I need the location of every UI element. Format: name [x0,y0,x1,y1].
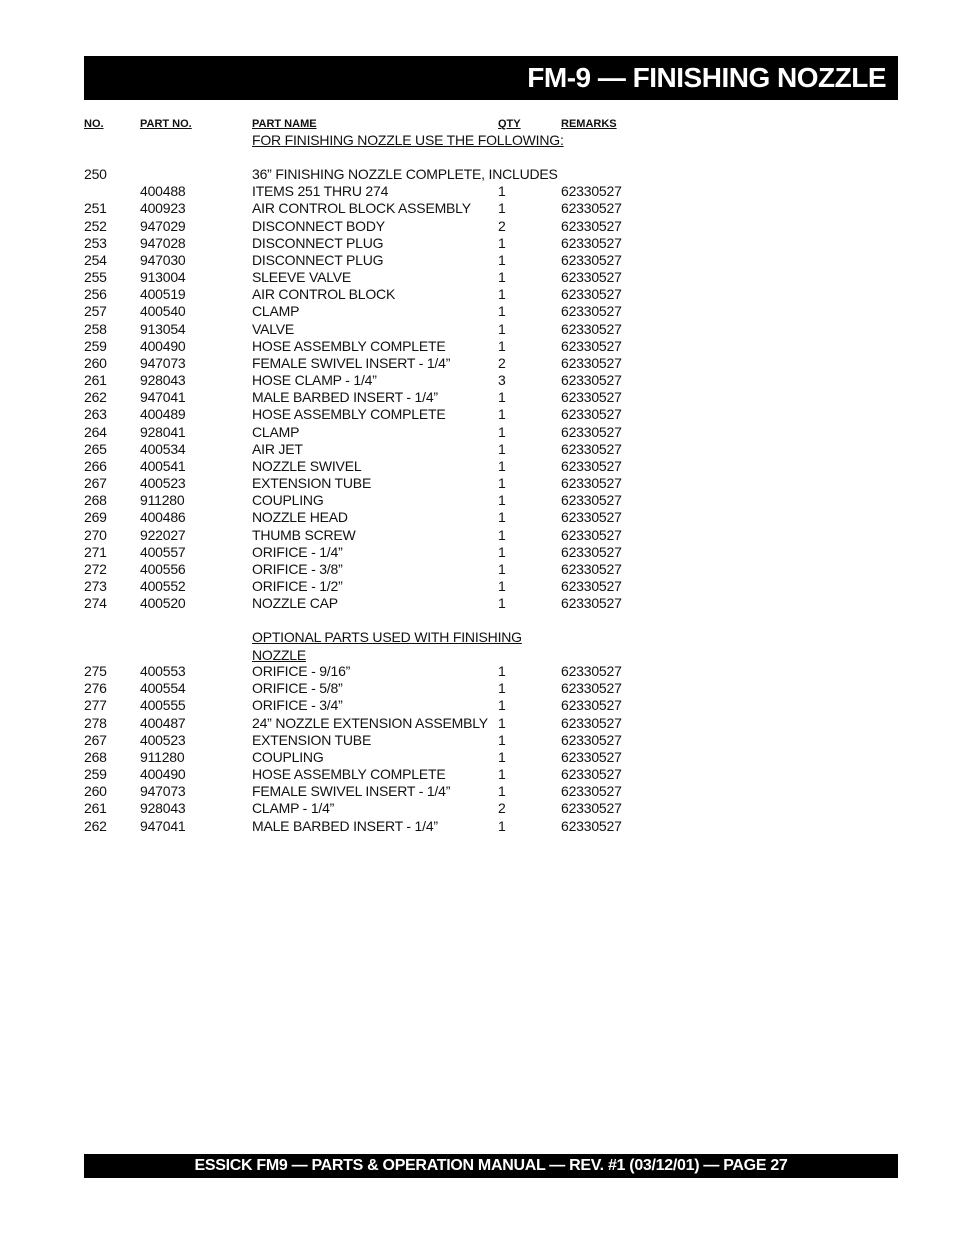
part-number: 947041 [140,817,186,834]
table-row [0,183,954,200]
part-number: 400490 [140,337,186,354]
part-name: ORIFICE - 5/8” [252,680,343,697]
remarks: 62330527 [561,766,622,783]
part-number: 947073 [140,354,186,371]
remarks: 62330527 [561,303,622,320]
part-number: 400519 [140,286,186,303]
table-row [0,218,954,235]
remarks: 62330527 [561,406,622,423]
item-number: 266 [84,457,107,474]
quantity: 1 [498,406,506,423]
table-row [0,715,954,732]
part-number: 400523 [140,475,186,492]
quantity: 1 [498,663,506,679]
column-header-remarks: REMARKS [561,118,617,130]
remarks: 62330527 [561,492,622,509]
item-number: 251 [84,200,107,217]
quantity: 1 [498,714,506,731]
item-number: 267 [84,731,107,748]
item-number: 277 [84,697,107,714]
quantity: 1 [498,817,506,834]
remarks: 62330527 [561,748,622,765]
item-number: 273 [84,578,107,595]
remarks: 62330527 [561,251,622,268]
part-name: CLAMP - 1/4” [252,800,335,817]
table-row [0,561,954,578]
table-row [0,372,954,389]
quantity: 1 [498,234,506,251]
table-row [0,389,954,406]
part-number: 400486 [140,509,186,526]
quantity: 1 [498,697,506,714]
part-number: 400488 [140,183,186,200]
table-row [0,355,954,372]
part-name: 36” FINISHING NOZZLE COMPLETE, INCLUDES [252,166,558,182]
table-row [0,527,954,544]
table-row [0,680,954,697]
remarks: 62330527 [561,389,622,406]
item-number: 255 [84,269,107,286]
quantity: 2 [498,800,506,817]
part-name: HOSE ASSEMBLY COMPLETE [252,406,446,423]
remarks: 62330527 [561,526,622,543]
part-name: EXTENSION TUBE [252,731,372,748]
remarks: 62330527 [561,217,622,234]
page-title: FM-9 — FINISHING NOZZLE [527,62,886,93]
part-name: HOSE CLAMP - 1/4” [252,372,377,389]
item-number: 262 [84,817,107,834]
part-name: COUPLING [252,748,324,765]
table-row [0,766,954,783]
table-row [0,732,954,749]
part-name: VALVE [252,320,295,337]
remarks: 62330527 [561,714,622,731]
part-number: 400557 [140,543,186,560]
remarks: 62330527 [561,423,622,440]
table-row [0,544,954,561]
part-name: FEMALE SWIVEL INSERT - 1/4” [252,783,451,800]
column-header-qty: QTY [498,118,521,130]
page-footer-bar [84,1154,898,1178]
quantity: 1 [498,526,506,543]
remarks: 62330527 [561,200,622,217]
quantity: 3 [498,372,506,389]
table-row [0,166,954,183]
quantity: 1 [498,423,506,440]
part-name: ORIFICE - 9/16” [252,663,351,679]
table-row [0,818,954,835]
remarks: 62330527 [561,337,622,354]
remarks: 62330527 [561,286,622,303]
remarks: 62330527 [561,680,622,697]
table-row [0,286,954,303]
part-number: 922027 [140,526,186,543]
footer-text: ESSICK FM9 — PARTS & OPERATION MANUAL — REV. #1 (03/12/01) — PAGE 27 [194,1157,788,1174]
part-number: 928043 [140,372,186,389]
part-name: NOZZLE HEAD [252,509,348,526]
column-header-part-no: PART NO. [140,118,192,130]
quantity: 1 [498,183,506,200]
quantity: 1 [498,543,506,560]
table-row [0,595,954,612]
part-number: 400534 [140,440,186,457]
part-name: DISCONNECT PLUG [252,251,384,268]
part-number: 947041 [140,389,186,406]
part-name: NOZZLE SWIVEL [252,457,362,474]
item-number: 259 [84,337,107,354]
part-number: 400523 [140,731,186,748]
quantity: 1 [498,578,506,595]
quantity: 2 [498,217,506,234]
item-number: 271 [84,543,107,560]
part-name: SLEEVE VALVE [252,269,352,286]
remarks: 62330527 [561,731,622,748]
part-name: MALE BARBED INSERT - 1/4” [252,817,438,834]
remarks: 62330527 [561,320,622,337]
part-name: CLAMP [252,303,300,320]
part-name: DISCONNECT PLUG [252,234,384,251]
part-number: 913054 [140,320,186,337]
part-number: 913004 [140,269,186,286]
table-row [0,235,954,252]
item-number: 260 [84,354,107,371]
quantity: 1 [498,492,506,509]
table-row [0,406,954,423]
item-number: 254 [84,251,107,268]
item-number: 270 [84,526,107,543]
table-row [0,509,954,526]
table-row [0,458,954,475]
quantity: 1 [498,286,506,303]
remarks: 62330527 [561,354,622,371]
part-name: MALE BARBED INSERT - 1/4” [252,389,438,406]
part-name: ORIFICE - 3/4” [252,697,343,714]
item-number: 269 [84,509,107,526]
quantity: 1 [498,560,506,577]
item-number: 264 [84,423,107,440]
item-number: 262 [84,389,107,406]
part-number: 400520 [140,595,186,612]
part-number: 928043 [140,800,186,817]
quantity: 2 [498,354,506,371]
part-name: 24” NOZZLE EXTENSION ASSEMBLY [252,714,488,731]
section-heading-finishing-nozzle: FOR FINISHING NOZZLE USE THE FOLLOWING: [252,132,564,148]
part-name: ORIFICE - 3/8” [252,560,343,577]
remarks: 62330527 [561,595,622,612]
item-number: 274 [84,595,107,612]
table-row [0,424,954,441]
remarks: 62330527 [561,697,622,714]
table-row [0,252,954,269]
remarks: 62330527 [561,457,622,474]
item-number: 259 [84,766,107,783]
part-name: AIR JET [252,440,303,457]
part-name: NOZZLE CAP [252,595,338,612]
part-number: 400555 [140,697,186,714]
item-number: 268 [84,492,107,509]
remarks: 62330527 [561,234,622,251]
quantity: 1 [498,337,506,354]
quantity: 1 [498,440,506,457]
item-number: 278 [84,714,107,731]
part-number: 400554 [140,680,186,697]
part-number: 947029 [140,217,186,234]
item-number: 261 [84,372,107,389]
item-number: 257 [84,303,107,320]
table-row [0,441,954,458]
remarks: 62330527 [561,440,622,457]
column-header-no: NO. [84,118,104,130]
remarks: 62330527 [561,372,622,389]
part-number: 400490 [140,766,186,783]
item-number: 256 [84,286,107,303]
part-number: 911280 [140,748,185,765]
part-number: 400489 [140,406,186,423]
table-row [0,321,954,338]
table-row [0,749,954,766]
item-number: 268 [84,748,107,765]
table-row [0,663,954,680]
quantity: 1 [498,251,506,268]
quantity: 1 [498,766,506,783]
part-name: THUMB SCREW [252,526,356,543]
quantity: 1 [498,595,506,612]
table-row [0,475,954,492]
part-name: EXTENSION TUBE [252,475,372,492]
page-header-bar [84,56,898,100]
quantity: 1 [498,680,506,697]
table-row [0,578,954,595]
quantity: 1 [498,303,506,320]
quantity: 1 [498,509,506,526]
part-name: FEMALE SWIVEL INSERT - 1/4” [252,354,451,371]
remarks: 62330527 [561,783,622,800]
part-name: ORIFICE - 1/2” [252,578,343,595]
item-number: 252 [84,217,107,234]
item-number: 261 [84,800,107,817]
quantity: 1 [498,200,506,217]
table-row [0,338,954,355]
part-number: 911280 [140,492,185,509]
table-row [0,800,954,817]
part-name: HOSE ASSEMBLY COMPLETE [252,766,446,783]
remarks: 62330527 [561,560,622,577]
part-name: ORIFICE - 1/4” [252,543,343,560]
remarks: 62330527 [561,578,622,595]
part-name: AIR CONTROL BLOCK ASSEMBLY [252,200,471,217]
item-number: 250 [84,166,107,182]
part-name: COUPLING [252,492,324,509]
remarks: 62330527 [561,663,622,679]
item-number: 263 [84,406,107,423]
part-name: ITEMS 251 THRU 274 [252,183,389,200]
remarks: 62330527 [561,817,622,834]
quantity: 1 [498,269,506,286]
quantity: 1 [498,731,506,748]
item-number: 260 [84,783,107,800]
item-number: 265 [84,440,107,457]
table-row [0,492,954,509]
part-number: 400923 [140,200,186,217]
part-number: 400487 [140,714,186,731]
quantity: 1 [498,783,506,800]
quantity: 1 [498,748,506,765]
remarks: 62330527 [561,509,622,526]
table-row [0,783,954,800]
part-number: 947030 [140,251,186,268]
remarks: 62330527 [561,800,622,817]
quantity: 1 [498,475,506,492]
part-name: HOSE ASSEMBLY COMPLETE [252,337,446,354]
item-number: 253 [84,234,107,251]
part-name: DISCONNECT BODY [252,217,385,234]
item-number: 267 [84,475,107,492]
part-name: AIR CONTROL BLOCK [252,286,396,303]
quantity: 1 [498,389,506,406]
part-number: 400541 [140,457,186,474]
remarks: 62330527 [561,269,622,286]
quantity: 1 [498,457,506,474]
column-header-part-name: PART NAME [252,118,317,130]
table-row [0,269,954,286]
section-heading-optional-parts-line1: OPTIONAL PARTS USED WITH FINISHING [252,629,522,645]
part-number: 400553 [140,663,186,679]
table-row [0,303,954,320]
section-heading-optional-parts-line2: NOZZLE [252,647,307,663]
quantity: 1 [498,320,506,337]
part-number: 400552 [140,578,186,595]
remarks: 62330527 [561,475,622,492]
item-number: 275 [84,663,107,679]
item-number: 276 [84,680,107,697]
part-number: 400556 [140,560,186,577]
part-number: 928041 [140,423,186,440]
item-number: 258 [84,320,107,337]
part-number: 947028 [140,234,186,251]
remarks: 62330527 [561,543,622,560]
part-name: CLAMP [252,423,300,440]
part-number: 400540 [140,303,186,320]
part-number: 947073 [140,783,186,800]
table-row [0,697,954,714]
table-row [0,200,954,217]
item-number: 272 [84,560,107,577]
remarks: 62330527 [561,183,622,200]
